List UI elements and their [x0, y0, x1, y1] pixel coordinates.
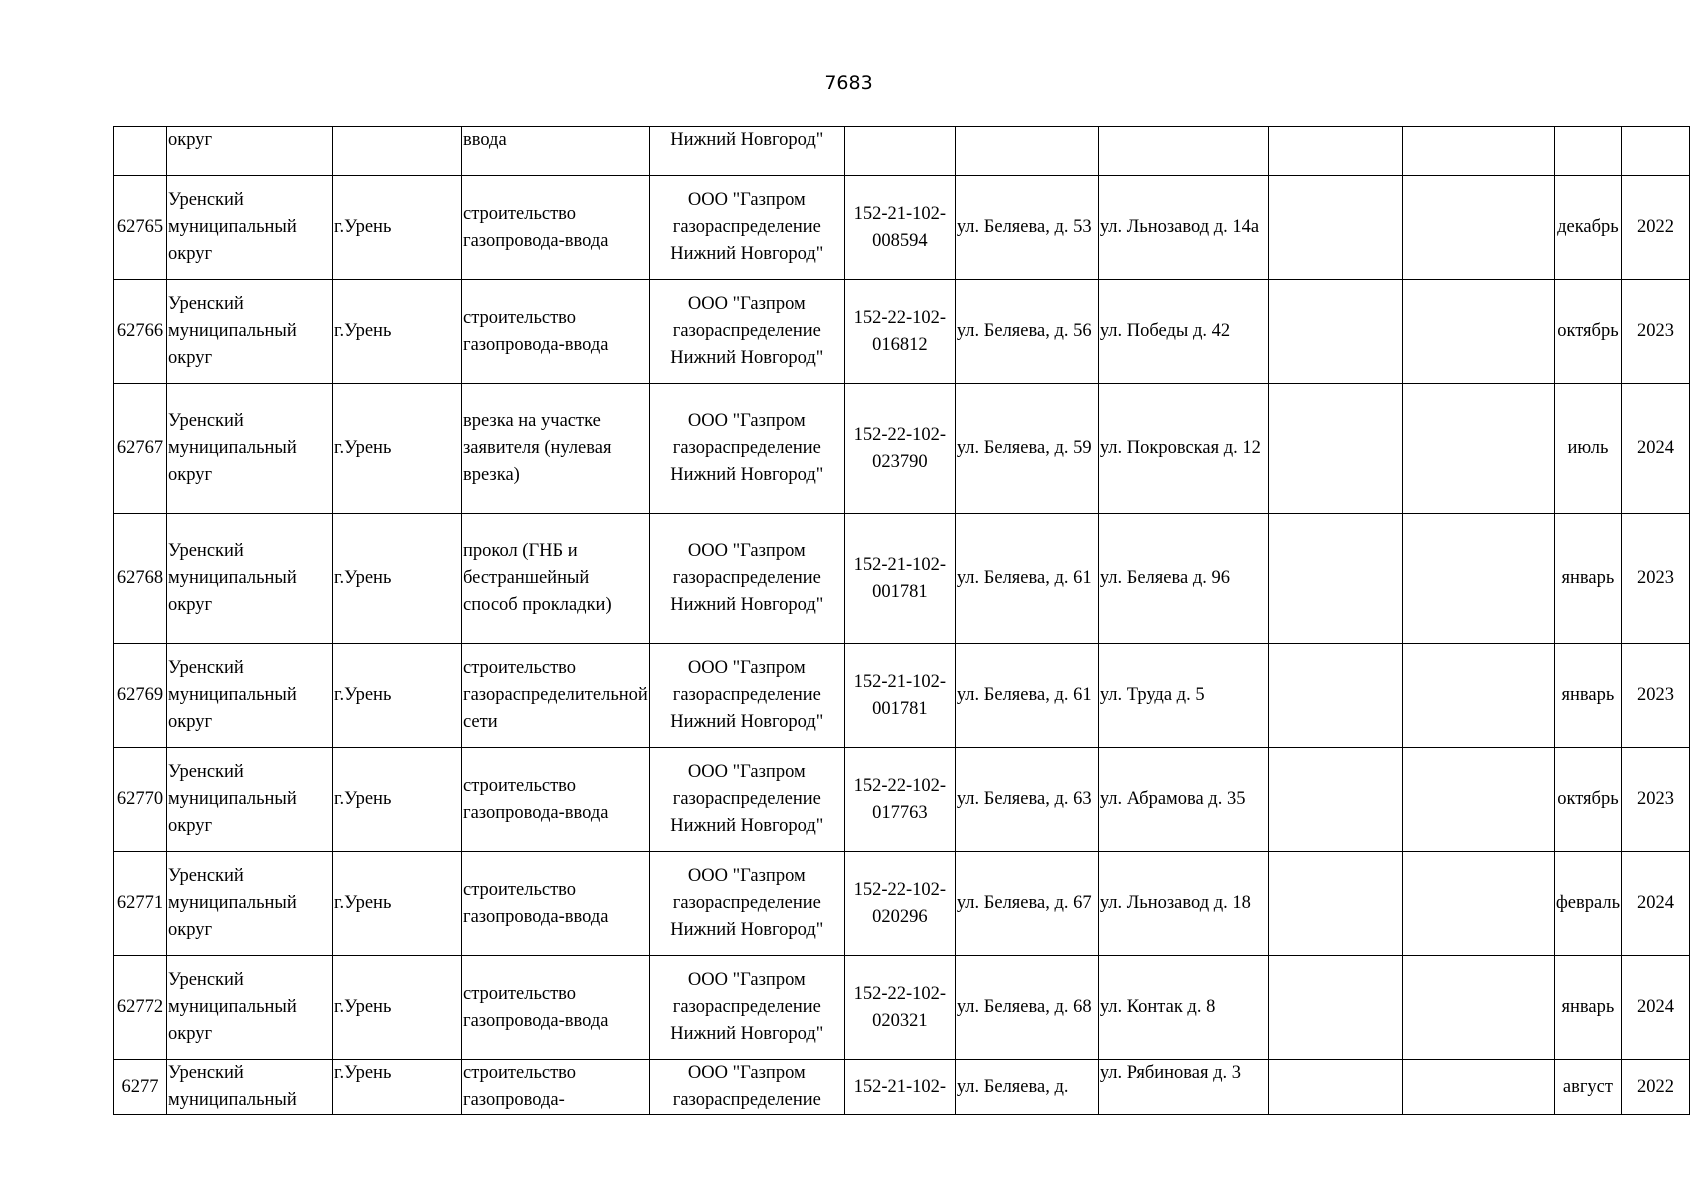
table-row	[114, 514, 1690, 644]
cell-district: Уренский муниципальный округ	[167, 384, 333, 514]
table-row-cut	[114, 1060, 1690, 1115]
cell-col9	[1268, 852, 1402, 956]
cell-org: ООО "Газпром газораспределение Нижний Новгород"	[649, 956, 844, 1060]
cell-org: ООО "Газпром газораспределение Нижний Новгород"	[649, 748, 844, 852]
cell-year: 2024	[1622, 384, 1690, 514]
cell-col9	[1268, 176, 1402, 280]
cell-addr: ул. Беляева, д. 59	[955, 384, 1098, 514]
page-number: 7683	[824, 72, 873, 94]
cell-col10	[1402, 384, 1554, 514]
cell-year: 2023	[1622, 514, 1690, 644]
cell-addr2: ул. Контак д. 8	[1098, 956, 1268, 1060]
cell-col9	[1268, 956, 1402, 1060]
cell-work: строительство газопровода-ввода	[462, 280, 650, 384]
cell-org: ООО "Газпром газораспределение Нижний Новгород"	[649, 280, 844, 384]
cell-work: врезка на участке заявителя (нулевая врезка)	[462, 384, 650, 514]
cell-col9	[1268, 514, 1402, 644]
cell-district: Уренский муниципальный округ	[167, 956, 333, 1060]
cell-addr: ул. Беляева, д. 56	[955, 280, 1098, 384]
cell-org: ООО "Газпром газораспределение Нижний Новгород"	[649, 644, 844, 748]
cell-city: г.Урень	[333, 852, 462, 956]
cell-year: 2022	[1622, 176, 1690, 280]
cell-org: Нижний Новгород"	[649, 127, 844, 176]
cell-month: январь	[1554, 644, 1621, 748]
cell-addr2: ул. Труда д. 5	[1098, 644, 1268, 748]
cell-district: округ	[167, 127, 333, 176]
cell-id: 152-22-102-016812	[844, 280, 955, 384]
cell-org: ООО "Газпром газораспределение Нижний Новгород"	[649, 514, 844, 644]
cell-col10	[1402, 644, 1554, 748]
cell-addr: ул. Беляева, д.	[955, 1060, 1098, 1115]
cell-num: 62770	[114, 748, 167, 852]
cell-year: 2023	[1622, 644, 1690, 748]
table-body	[114, 127, 1690, 1115]
cell-month: февраль	[1554, 852, 1621, 956]
cell-col10	[1402, 127, 1554, 176]
cell-addr2: ул. Покровская д. 12	[1098, 384, 1268, 514]
cell-year: 2024	[1622, 852, 1690, 956]
cell-district: Уренский муниципальный округ	[167, 280, 333, 384]
cell-col10	[1402, 852, 1554, 956]
cell-id	[844, 127, 955, 176]
cell-num: 6277	[114, 1060, 167, 1115]
cell-id: 152-22-102-020321	[844, 956, 955, 1060]
registry-table	[113, 126, 1690, 1115]
cell-num: 62772	[114, 956, 167, 1060]
cell-addr: ул. Беляева, д. 63	[955, 748, 1098, 852]
cell-city: г.Урень	[333, 956, 462, 1060]
cell-year: 2023	[1622, 748, 1690, 852]
cell-num: 62767	[114, 384, 167, 514]
cell-addr2: ул. Рябиновая д. 3	[1098, 1060, 1268, 1115]
cell-org: ООО "Газпром газораспределение Нижний Новгород"	[649, 384, 844, 514]
cell-col9	[1268, 280, 1402, 384]
table-row	[114, 644, 1690, 748]
cell-num: 62768	[114, 514, 167, 644]
cell-district: Уренский муниципальный округ	[167, 176, 333, 280]
cell-year: 2024	[1622, 956, 1690, 1060]
table-row	[114, 280, 1690, 384]
cell-city: г.Урень	[333, 384, 462, 514]
table-row	[114, 852, 1690, 956]
cell-addr	[955, 127, 1098, 176]
cell-work: строительство газопровода-	[462, 1060, 650, 1115]
table-row	[114, 384, 1690, 514]
cell-district: Уренский муниципальный	[167, 1060, 333, 1115]
cell-col10	[1402, 176, 1554, 280]
cell-addr2: ул. Льнозавод д. 18	[1098, 852, 1268, 956]
cell-city	[333, 127, 462, 176]
cell-work: прокол (ГНБ и бестраншейный способ прокладки)	[462, 514, 650, 644]
cell-addr: ул. Беляева, д. 67	[955, 852, 1098, 956]
cell-col10	[1402, 280, 1554, 384]
cell-district: Уренский муниципальный округ	[167, 748, 333, 852]
cell-num	[114, 127, 167, 176]
table-row	[114, 956, 1690, 1060]
cell-work: строительство газопровода-ввода	[462, 748, 650, 852]
cell-city: г.Урень	[333, 748, 462, 852]
cell-id: 152-22-102-020296	[844, 852, 955, 956]
cell-addr: ул. Беляева, д. 61	[955, 514, 1098, 644]
cell-work: ввода	[462, 127, 650, 176]
cell-id: 152-21-102-008594	[844, 176, 955, 280]
cell-year: 2023	[1622, 280, 1690, 384]
cell-month: октябрь	[1554, 280, 1621, 384]
cell-col9	[1268, 748, 1402, 852]
cell-work: строительство газопровода-ввода	[462, 852, 650, 956]
cell-num: 62766	[114, 280, 167, 384]
cell-addr2: ул. Льнозавод д. 14а	[1098, 176, 1268, 280]
cell-month	[1554, 127, 1621, 176]
cell-org: ООО "Газпром газораспределение Нижний Новгород"	[649, 852, 844, 956]
cell-work: строительство газопровода-ввода	[462, 956, 650, 1060]
cell-col9	[1268, 644, 1402, 748]
table-row-continued	[114, 127, 1690, 176]
cell-id: 152-21-102-001781	[844, 514, 955, 644]
cell-district: Уренский муниципальный округ	[167, 852, 333, 956]
table-row	[114, 748, 1690, 852]
cell-city: г.Урень	[333, 176, 462, 280]
cell-num: 62765	[114, 176, 167, 280]
cell-city: г.Урень	[333, 644, 462, 748]
cell-col9	[1268, 127, 1402, 176]
cell-col10	[1402, 956, 1554, 1060]
cell-month: январь	[1554, 514, 1621, 644]
cell-num: 62769	[114, 644, 167, 748]
cell-id: 152-21-102-	[844, 1060, 955, 1115]
cell-col9	[1268, 384, 1402, 514]
cell-month: октябрь	[1554, 748, 1621, 852]
cell-id: 152-21-102-001781	[844, 644, 955, 748]
cell-addr2: ул. Победы д. 42	[1098, 280, 1268, 384]
cell-year	[1622, 127, 1690, 176]
table-row	[114, 176, 1690, 280]
cell-addr: ул. Беляева, д. 61	[955, 644, 1098, 748]
cell-col10	[1402, 1060, 1554, 1115]
cell-month: июль	[1554, 384, 1621, 514]
cell-col10	[1402, 748, 1554, 852]
cell-work: строительство газораспределительной сети	[462, 644, 650, 748]
cell-addr2: ул. Абрамова д. 35	[1098, 748, 1268, 852]
cell-addr2: ул. Беляева д. 96	[1098, 514, 1268, 644]
cell-work: строительство газопровода-ввода	[462, 176, 650, 280]
cell-addr: ул. Беляева, д. 68	[955, 956, 1098, 1060]
cell-col9	[1268, 1060, 1402, 1115]
cell-addr: ул. Беляева, д. 53	[955, 176, 1098, 280]
cell-addr2	[1098, 127, 1268, 176]
cell-org: ООО "Газпром газораспределение Нижний Новгород"	[649, 176, 844, 280]
cell-district: Уренский муниципальный округ	[167, 514, 333, 644]
cell-city: г.Урень	[333, 280, 462, 384]
cell-month: август	[1554, 1060, 1621, 1115]
cell-org: ООО "Газпром газораспределение	[649, 1060, 844, 1115]
cell-city: г.Урень	[333, 1060, 462, 1115]
cell-month: январь	[1554, 956, 1621, 1060]
cell-num: 62771	[114, 852, 167, 956]
cell-id: 152-22-102-023790	[844, 384, 955, 514]
cell-id: 152-22-102-017763	[844, 748, 955, 852]
cell-month: декабрь	[1554, 176, 1621, 280]
cell-district: Уренский муниципальный округ	[167, 644, 333, 748]
cell-city: г.Урень	[333, 514, 462, 644]
cell-col10	[1402, 514, 1554, 644]
cell-year: 2022	[1622, 1060, 1690, 1115]
